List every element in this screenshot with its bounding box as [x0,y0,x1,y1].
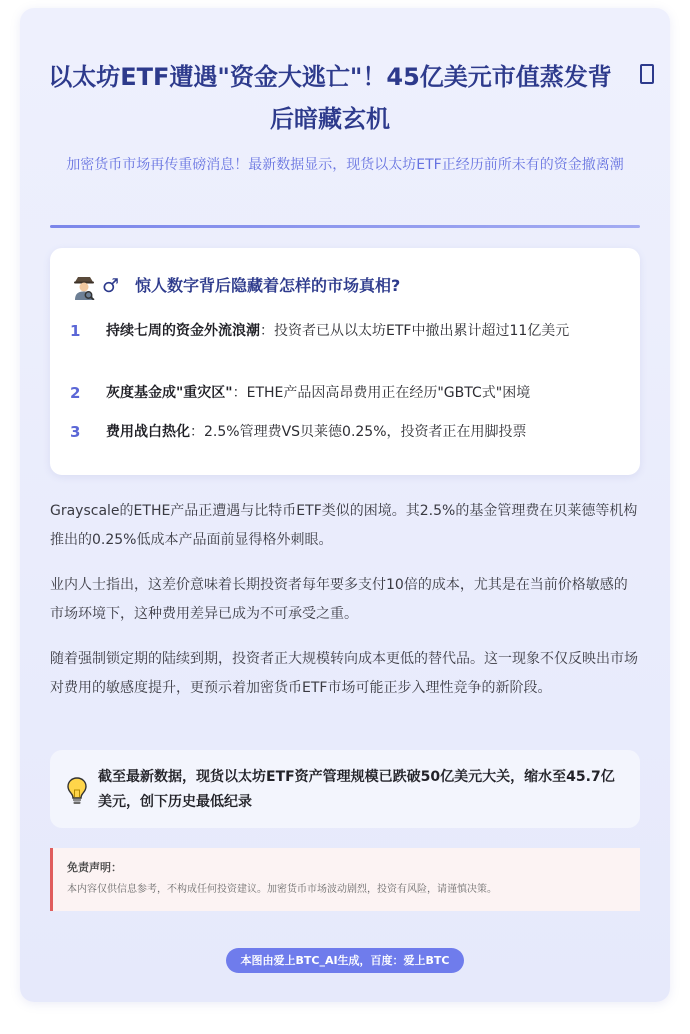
list-item-title: 持续七周的资金外流浪潮 [106,323,260,339]
list-item-text: ETHE产品因高昂费用正在经历"GBTC式"困境 [246,385,531,401]
list-item-separator: ： [260,323,274,339]
page-subtitle: 加密货币市场再传重磅消息！最新数据显示，现货以太坊ETF正经历前所未有的资金撤离潮 [66,157,624,173]
header-divider [50,225,640,228]
highlight-card [50,750,640,828]
list-number: 1 [70,322,81,340]
list-item-text: 投资者已从以太坊ETF中撤出累计超过11亿美元 [274,323,570,339]
footer-badge: 本图由爱上BTC_AI生成，百度：爱上BTC [226,948,464,973]
disclaimer-title: 免责声明： [67,861,122,874]
list-item-text: 2.5%管理费VS贝莱德0.25%，投资者正在用脚投票 [204,424,527,440]
list-item-separator: ： [232,385,247,401]
list-number: 2 [70,384,81,402]
detective-icon [72,274,96,300]
body-paragraph: 随着强制锁定期的陆续到期，投资者正大规模转向成本更低的替代品。这一现象不仅反映出市场对费用的敏感度提升，更预示着加密货币ETF市场可能正步入理性竞争的新阶段。 [50,651,638,696]
male-symbol: ♂ [102,275,120,297]
lightbulb-icon [66,776,88,806]
list-item-separator: ： [190,424,204,440]
highlight-text: 截至最新数据，现货以太坊ETF资产管理规模已跌破50亿美元大关，缩水至45.7亿美元，创下历史最低纪录 [98,769,615,810]
question-card [50,248,640,475]
question-heading: 惊人数字背后隐藏着怎样的市场真相? [135,276,401,295]
body-paragraph: Grayscale的ETHE产品正遭遇与比特币ETF类似的困境。其2.5%的基金管理费在贝莱德等机构推出的0.25%低成本产品面前显得格外刺眼。 [50,503,638,548]
list-item-title: 费用战白热化 [106,424,190,440]
body-paragraph: 业内人士指出，这差价意味着长期投资者每年要多支付10倍的成本，尤其是在当前价格敏感的市场环境下，这种费用差异已成为不可承受之重。 [50,577,628,622]
disclaimer-box [50,848,640,911]
page-title: 以太坊ETF遭遇"资金大逃亡"！45亿美元市值蒸发背后暗藏玄机 [48,63,612,133]
list-number: 3 [70,423,81,441]
missing-glyph-icon [640,64,654,84]
disclaimer-text: 本内容仅供信息参考，不构成任何投资建议。加密货币市场波动剧烈，投资有风险，请谨慎决策。 [67,884,497,895]
list-item-title: 灰度基金成"重灾区" [106,385,233,401]
